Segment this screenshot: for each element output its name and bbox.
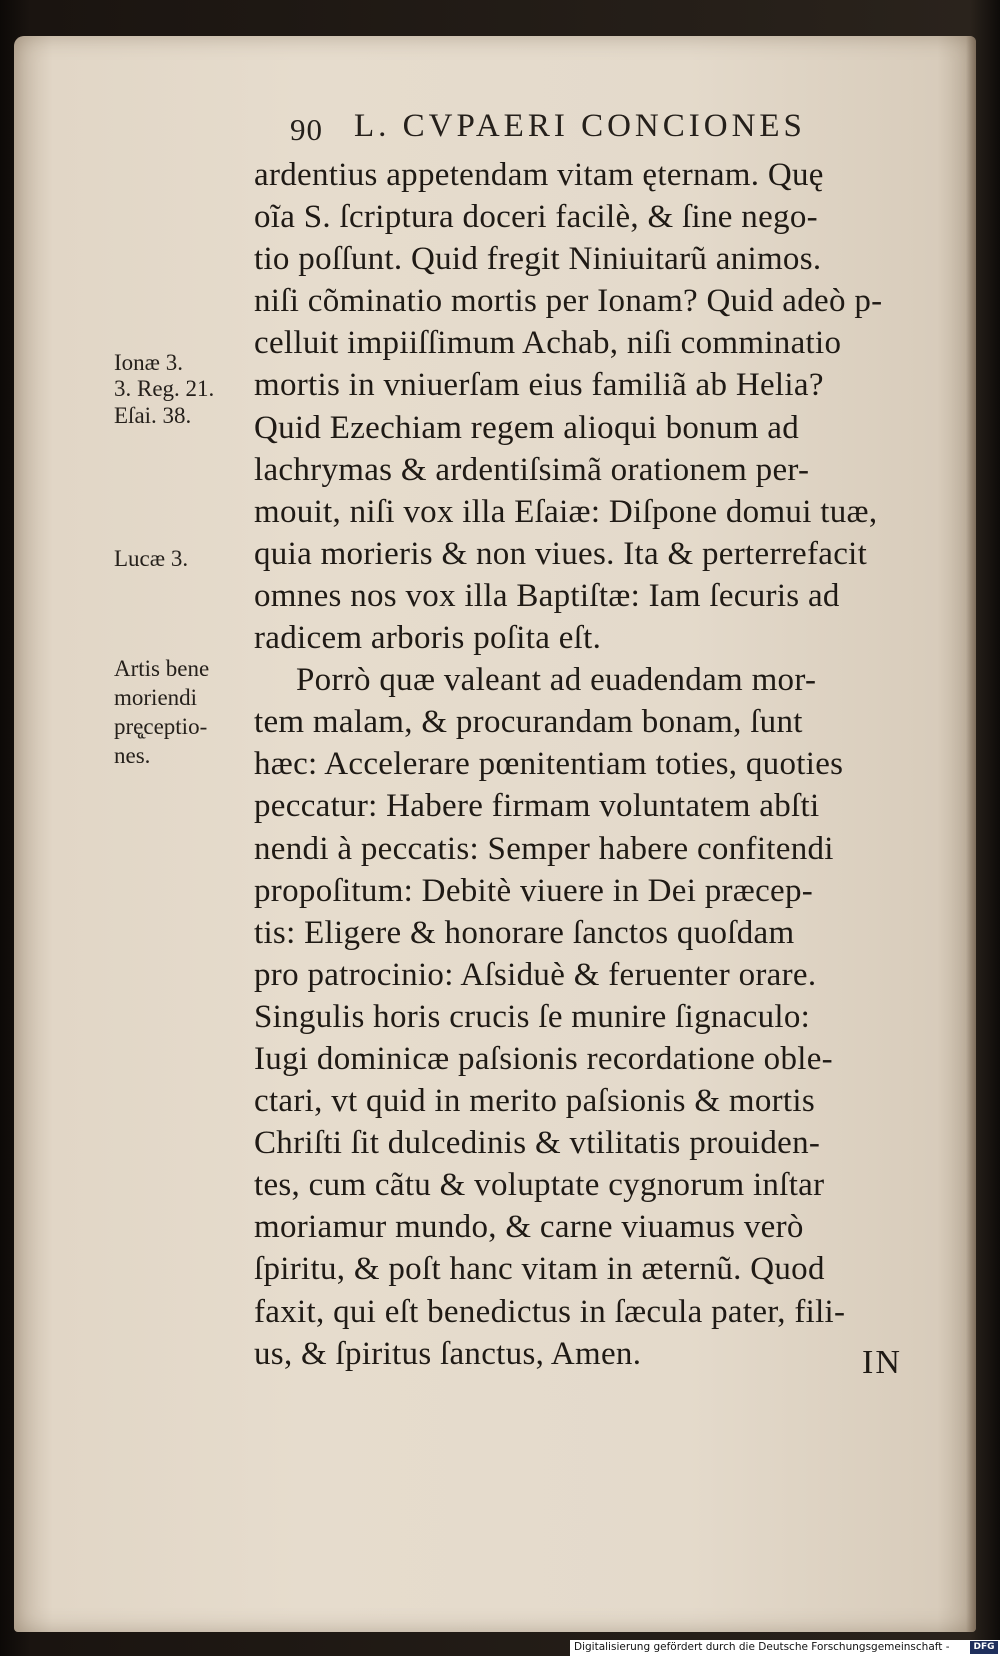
- text-line: mouit, niſi vox illa Eſaiæ: Diſpone domui tuæ,: [254, 493, 878, 530]
- text-line: Porrò quæ valeant ad euadendam mor-: [296, 662, 817, 699]
- text-line: oĩa S. ſcriptura doceri facilè, & ſine nego-: [254, 199, 818, 236]
- text-line: niſi cõminatio mortis per Ionam? Quid adeò p-: [254, 283, 883, 320]
- text-line: tis: Eligere & honorare ſanctos quoſdam: [254, 914, 795, 951]
- margin-note-esai: Eſai. 38.: [114, 403, 192, 428]
- text-line: mortis in vniuerſam eius familiã ab Helia?: [254, 367, 824, 404]
- text-line: tem malam, & procurandam bonam, ſunt: [254, 704, 803, 741]
- text-line: tes, cum cãtu & voluptate cygnorum inſtar: [254, 1167, 825, 1204]
- digitization-credit-bar: [570, 1640, 1000, 1656]
- margin-note-artis-line: nes.: [114, 743, 151, 768]
- text-line: ctari, vt quid in merito paſsionis & mortis: [254, 1083, 816, 1120]
- margin-note-reg: 3. Reg. 21.: [114, 376, 215, 401]
- text-line: Quid Ezechiam regem alioqui bonum ad: [254, 409, 800, 446]
- running-title: L. CVPAERI CONCIONES: [354, 108, 806, 144]
- text-line: quia morieris & non viues. Ita & perterrefacit: [254, 535, 868, 572]
- body-text: [254, 154, 929, 1375]
- text-line: ſpiritu, & poſt hanc vitam in æternũ. Quod: [254, 1251, 825, 1288]
- text-line: faxit, qui eſt benedictus in ſæcula pater, fili-: [254, 1293, 846, 1330]
- text-line: omnes nos vox illa Baptiſtæ: Iam ſecuris ad: [254, 577, 840, 614]
- text-line: moriamur mundo, & carne viuamus verò: [254, 1209, 804, 1246]
- text-line: celluit impiiſſimum Achab, niſi comminatio: [254, 325, 842, 362]
- margin-note-artis-line: prę̨ceptio-: [114, 714, 208, 739]
- text-line: us, & ſpiritus ſanctus, Amen.: [254, 1335, 642, 1372]
- text-line: nendi à peccatis: Semper habere confitendi: [254, 830, 834, 867]
- text-line: ardentius appetendam vitam ęternam. Quę: [254, 157, 824, 193]
- margin-note-artis: [114, 654, 254, 770]
- margin-note-lucae: Lucæ 3.: [114, 546, 189, 571]
- margin-note-jonas: Ionæ 3.: [114, 350, 183, 375]
- text-line: lachrymas & ardentiſsimã orationem per-: [254, 451, 810, 488]
- page-number: 90: [290, 112, 323, 147]
- text-line: peccatur: Habere firmam voluntatem abſti: [254, 788, 820, 825]
- text-line: hæc: Accelerare pœnitentiam toties, quoties: [254, 746, 844, 783]
- margin-note-artis-line: moriendi: [114, 685, 198, 710]
- text-line: pro patrocinio: Aſsiduè & feruenter orare.: [254, 956, 817, 993]
- book-page: [14, 36, 976, 1632]
- dfg-logo: DFG: [970, 1641, 998, 1654]
- text-line: Iugi dominicæ paſsionis recordatione oble-: [254, 1040, 833, 1077]
- running-head: [14, 108, 976, 152]
- margin-note-artis-line: Artis bene: [114, 656, 210, 681]
- text-line: radicem arboris poſita eſt.: [254, 620, 602, 657]
- text-line: propoſitum: Debitè viuere in Dei præcep-: [254, 872, 814, 909]
- catchword: IN: [862, 1344, 902, 1381]
- page-edge-shadow: [966, 36, 976, 1632]
- text-line: Chriſti ſit dulcedinis & vtilitatis prouiden-: [254, 1125, 821, 1162]
- text-line: tio poſſunt. Quid fregit Niniuitarũ animos.: [254, 241, 822, 278]
- digitization-credit: Digitalisierung gefördert durch die Deutsche Forschungsgemeinschaft -: [574, 1641, 950, 1653]
- text-line: Singulis horis crucis ſe munire ſignaculo:: [254, 998, 811, 1035]
